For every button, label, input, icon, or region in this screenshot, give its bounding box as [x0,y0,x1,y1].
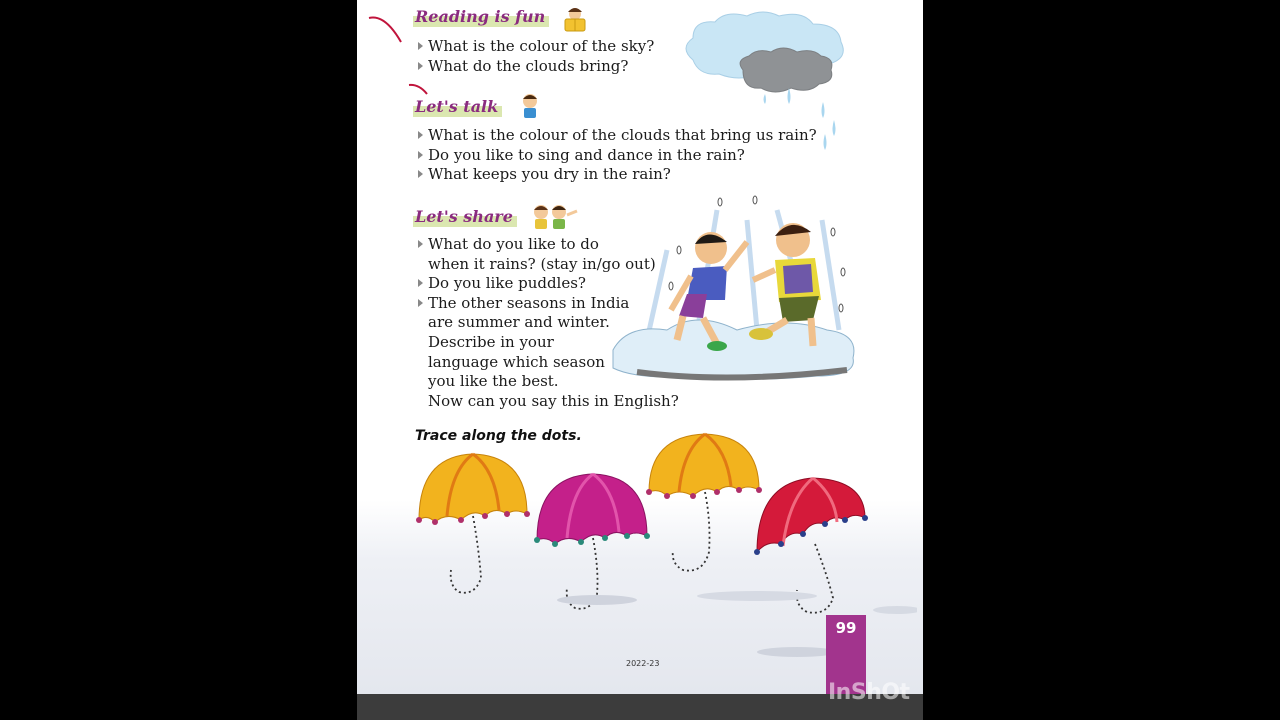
list-item: What keeps you dry in the rain? [417,165,817,185]
list-item: Describe in your [428,332,554,351]
list-item: Do you like to sing and dance in the rain? [417,146,817,166]
umbrella-yellow-1 [415,450,531,600]
list-item: Now can you say this in English? [428,391,679,410]
list-item: What do the clouds bring? [417,57,654,77]
sharing-kids-icon [527,201,579,231]
kids-playing-in-rain-illustration [607,190,859,382]
reading-girl-icon [560,4,590,34]
reading-questions [417,37,654,76]
inshot-watermark: InShOt [828,680,910,705]
talk-questions [417,126,817,185]
list-item: are summer and winter. [428,313,610,332]
list-item: Do you like puddles? [417,274,679,294]
list-item: language which season [428,352,605,371]
share-heading: Let's share [413,206,517,228]
talking-boy-icon [515,91,545,121]
list-item: What is the colour of the clouds that bring us rain? [417,126,817,146]
talk-heading: Let's talk [413,96,502,118]
page-number: 99 [835,619,857,637]
list-item: you like the best. [428,372,559,391]
list-item: What do you like to do [417,235,679,255]
edition-year: 2022-23 [626,659,660,668]
umbrella-yellow-2 [645,432,763,578]
list-item: when it rains? (stay in/go out) [428,254,656,273]
list-item: The other seasons in India [417,294,679,314]
textbook-page [357,0,923,694]
pen-mark-1 [367,12,407,52]
list-item: What is the colour of the sky? [417,37,654,57]
trace-instruction: Trace along the dots. [415,428,582,444]
reading-heading: Reading is fun [413,6,549,28]
